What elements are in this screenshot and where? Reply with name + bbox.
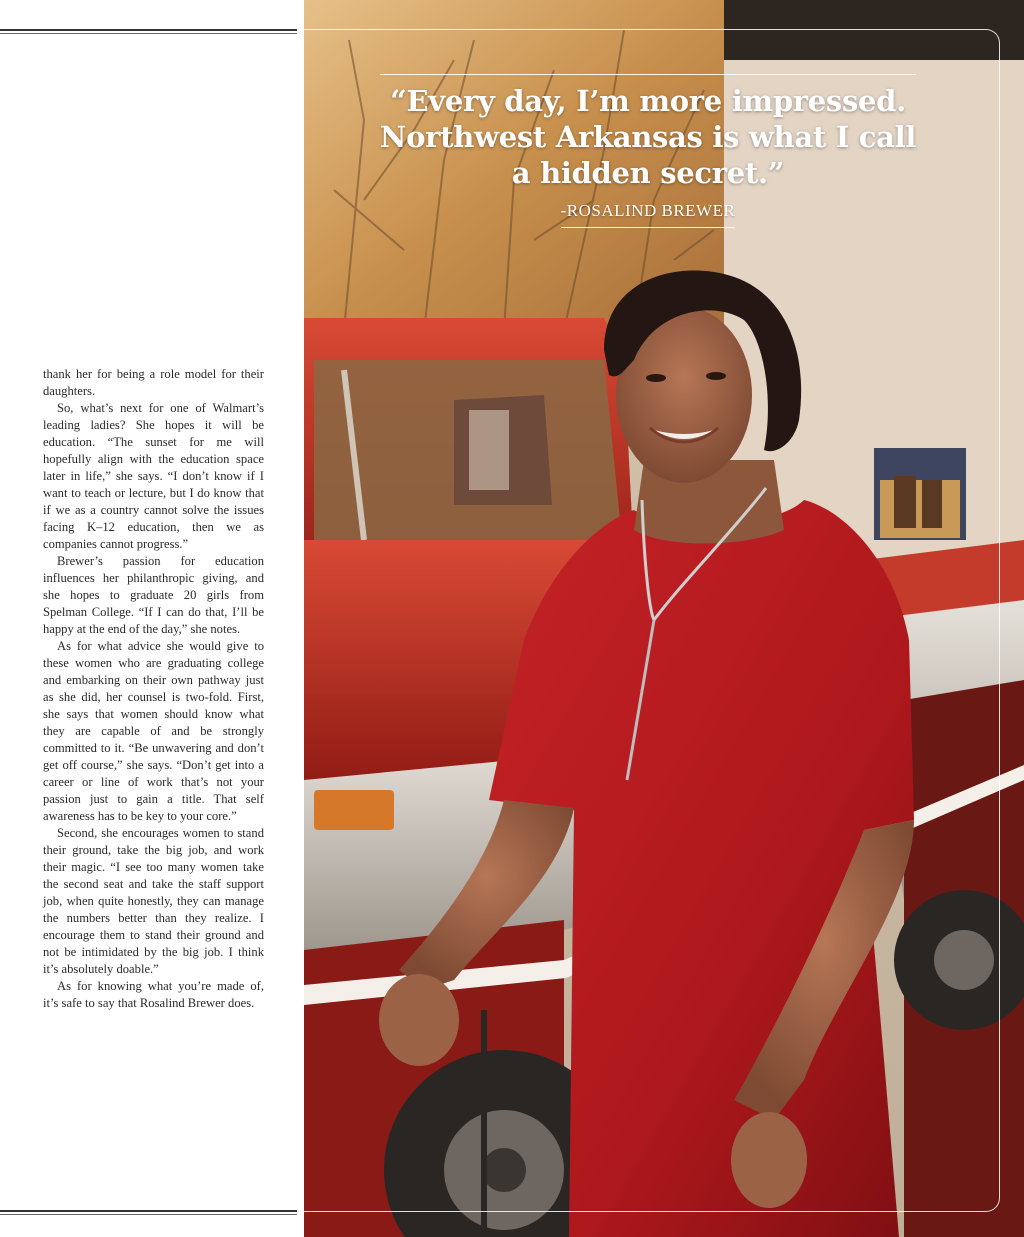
article-body bbox=[43, 366, 264, 1012]
article-paragraph: As for knowing what you’re made of, it’s safe to say that Rosalind Brewer does. bbox=[43, 979, 264, 1010]
pull-quote-top-rule bbox=[380, 74, 916, 75]
article-paragraph: thank her for being a role model for their daughters. bbox=[43, 367, 264, 398]
top-rule-thin bbox=[0, 33, 297, 34]
article-paragraph: Brewer’s passion for education influences her philanthropic giving, and she hopes to graduate 20 girls from Spelman College. “If I can do that, I’ll be happy at the end of the day,” she notes. bbox=[43, 554, 264, 636]
pull-quote-text: “Every day, I’m more impressed. Northwest Arkansas is what I call a hidden secret.” bbox=[379, 84, 917, 190]
bottom-rule bbox=[0, 1210, 297, 1212]
article-paragraph: So, what’s next for one of Walmart’s leading ladies? She hopes it will be education. “The sunset for me will hopefully align with the education space later in life,” she says. “I don’t know if I want to teach or lecture, but I do know that if we as a country cannot solve the issues facing K–12 education, then we as companies cannot progress.” bbox=[43, 401, 264, 551]
pull-quote bbox=[378, 74, 918, 228]
pull-quote-attribution: -ROSALIND BREWER bbox=[561, 201, 736, 228]
article-paragraph: Second, she encourages women to stand their ground, take the big job, and work their magic. “I see too many women take the second seat and take the staff support job, when quite honestly, they can manage the numbers better than they realize. I encourage them to stand their ground and not be intimidated by the big job. I think it’s absolutely doable.” bbox=[43, 826, 264, 976]
top-rule bbox=[0, 29, 297, 31]
bottom-rule-thin bbox=[0, 1214, 297, 1215]
article-paragraph: As for what advice she would give to these women who are graduating college and embarking on their own pathway just as she did, her counsel is two-fold. First, she says that women should know what they are capable of and be strongly committed to it. “Be unwavering and don’t get off course,” she says. “Don’t get into a career or line of work that’s not your passion just to gain a title. That self awareness has to be key to your core.” bbox=[43, 639, 264, 823]
text-column bbox=[0, 0, 304, 1237]
